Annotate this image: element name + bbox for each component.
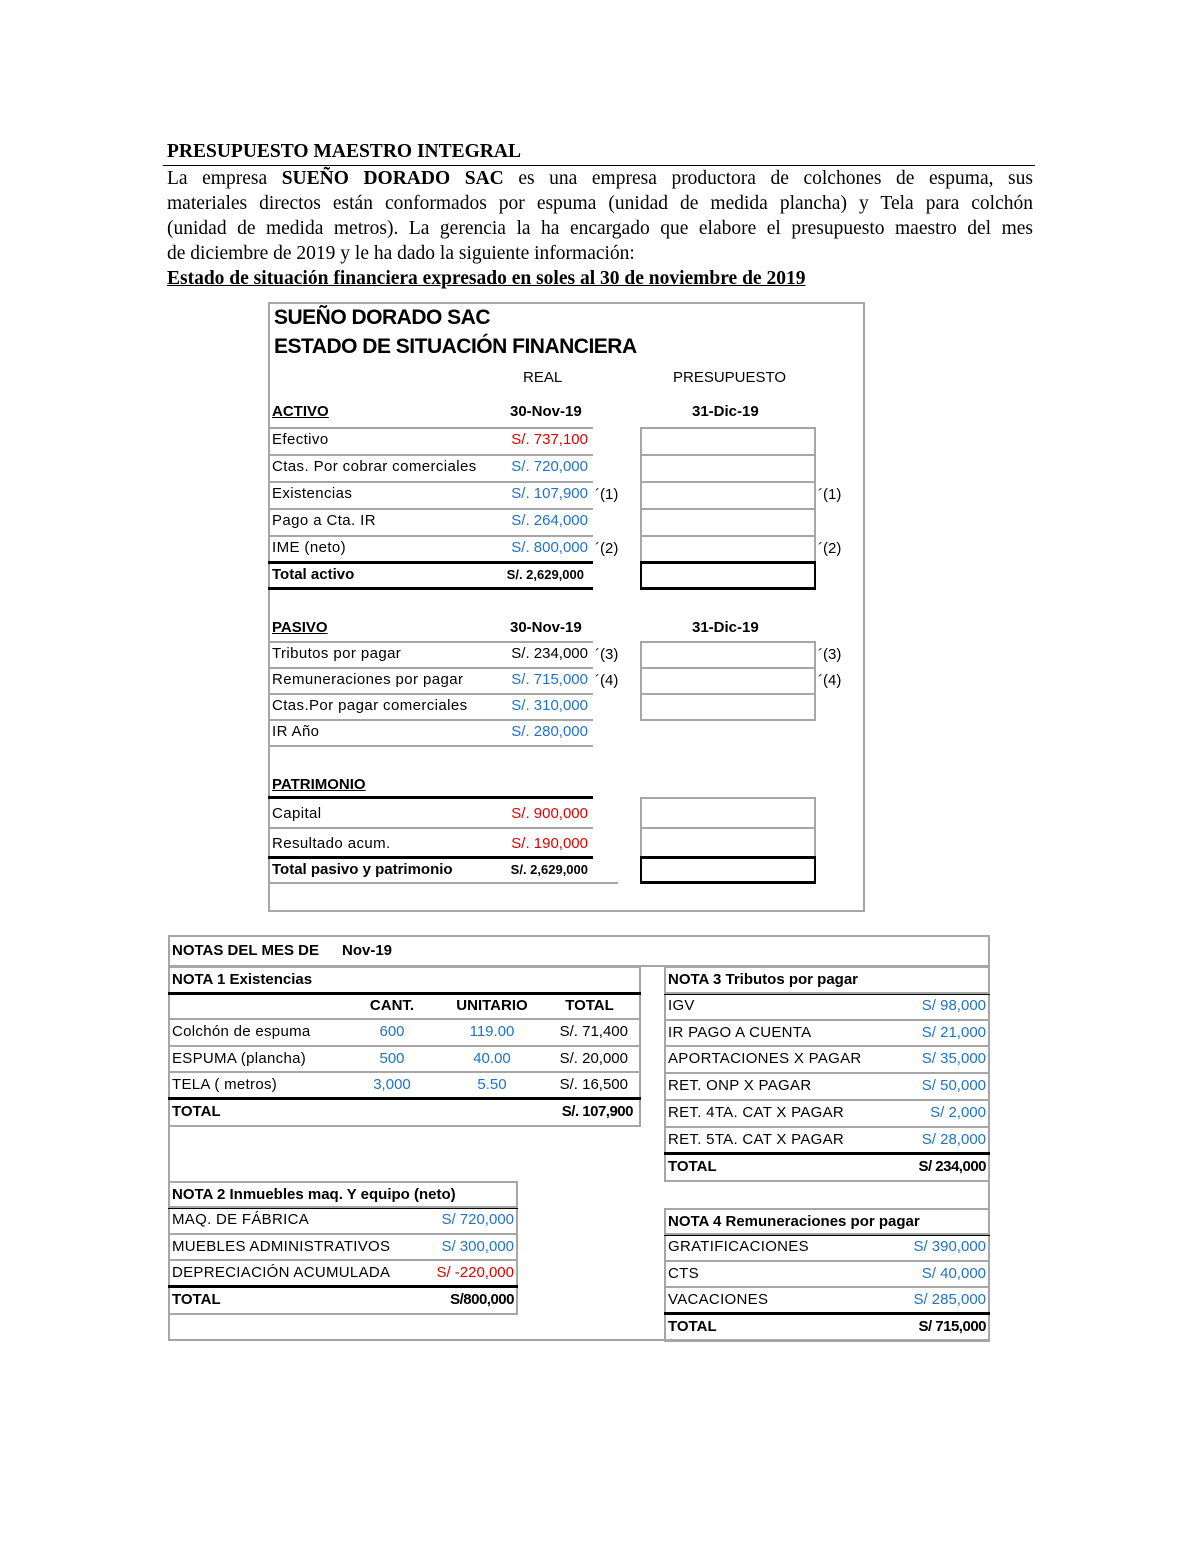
pasivo-heading: PASIVO <box>272 619 328 636</box>
activo-row-label: IME (neto) <box>272 539 347 556</box>
text: es una empresa productora de colchones de espuma, sus <box>503 168 1033 189</box>
patrimonio-heading: PATRIMONIO <box>272 776 366 793</box>
nota2-row-value: S/ -220,000 <box>436 1264 514 1282</box>
pasivo-row-label: Remuneraciones por pagar <box>272 671 464 688</box>
nota3-row-label: RET. 5TA. CAT X PAGAR <box>668 1130 845 1148</box>
activo-budget-input <box>640 508 816 537</box>
nota4-row-value: S/ 40,000 <box>921 1264 986 1282</box>
nota1-row-total: S/. 16,500 <box>559 1076 628 1093</box>
activo-row-value: S/. 800,000 <box>511 539 588 556</box>
nota2-total-label: TOTAL <box>172 1290 221 1308</box>
title-rule <box>163 165 1035 166</box>
pasivo-row-value: S/. 234,000 <box>511 645 588 662</box>
patrimonio-budget-input <box>640 827 816 859</box>
pasivo-row-label: Tributos por pagar <box>272 645 402 662</box>
nota4-row-label: VACACIONES <box>668 1291 769 1309</box>
activo-total-label: Total activo <box>272 566 355 583</box>
pasivo-date-real: 30-Nov-19 <box>510 619 582 636</box>
row-rule <box>268 882 618 884</box>
activo-total-budget <box>640 561 816 590</box>
paragraph-line-2: materiales directos están conformados por espuma (unidad de medida plancha) y Tela para colchón <box>167 193 1033 214</box>
nota1-row-total: S/. 20,000 <box>559 1049 628 1067</box>
pasivo-row-label: IR Año <box>272 723 320 740</box>
nota1-row-cant: 3,000 <box>373 1076 411 1093</box>
nota1-total-label: TOTAL <box>172 1102 221 1120</box>
total-pasivo-budget <box>640 856 816 884</box>
activo-budget-input <box>640 454 816 483</box>
nota3-row-label: APORTACIONES X PAGAR <box>668 1050 862 1068</box>
nota1-row-unitario: 5.50 <box>477 1076 507 1093</box>
activo-budget-input <box>640 535 816 564</box>
activo-row-label: Ctas. Por cobrar comerciales <box>272 458 477 475</box>
footnote-ref: ´(3) <box>595 646 619 663</box>
activo-row-value: S/. 720,000 <box>511 458 588 475</box>
pasivo-row-value: S/. 280,000 <box>511 723 588 740</box>
col-budget-header: PRESUPUESTO <box>673 369 787 386</box>
nota1-row-total: S/. 71,400 <box>559 1023 628 1040</box>
activo-heading: ACTIVO <box>272 403 329 420</box>
nota3-row-label: RET. ONP X PAGAR <box>668 1077 812 1095</box>
balance-statement-title: ESTADO DE SITUACIÓN FINANCIERA <box>274 335 637 358</box>
notes-header: NOTAS DEL MES DE <box>172 942 319 959</box>
footnote-ref: ´(2) <box>818 540 842 557</box>
nota3-total-label: TOTAL <box>668 1157 717 1175</box>
patrimonio-row-label: Resultado acum. <box>272 835 391 852</box>
nota3-total-value: S/ 234,000 <box>918 1157 986 1175</box>
nota1-row-label: TELA ( metros) <box>172 1076 278 1093</box>
company-name: SUEÑO DORADO SAC <box>281 168 504 189</box>
nota3-row-label: IGV <box>668 996 695 1014</box>
total-rule <box>268 587 593 590</box>
activo-row-label: Existencias <box>272 485 353 502</box>
nota2-row-label: MAQ. DE FÁBRICA <box>172 1211 310 1229</box>
pasivo-row-label: Ctas.Por pagar comerciales <box>272 697 468 714</box>
paragraph-line-4: de diciembre de 2019 y le ha dado la siguiente información: <box>167 243 635 264</box>
section-rule <box>268 796 593 799</box>
nota1-row-unitario: 119.00 <box>469 1023 515 1040</box>
pasivo-budget-input <box>640 693 816 721</box>
nota4-row-label: CTS <box>668 1264 699 1282</box>
paragraph-line-1 <box>167 168 1033 190</box>
nota3-row-label: RET. 4TA. CAT X PAGAR <box>668 1104 845 1121</box>
nota1-row-label: ESPUMA (plancha) <box>172 1049 307 1067</box>
activo-row-label: Pago a Cta. IR <box>272 512 376 529</box>
nota1-row-label: Colchón de espuma <box>172 1023 311 1040</box>
total-pasivo-value: S/. 2,629,000 <box>510 862 588 877</box>
activo-total-value: S/. 2,629,000 <box>506 567 584 582</box>
footnote-ref: ´(2) <box>595 540 619 557</box>
nota2-row-label: DEPRECIACIÓN ACUMULADA <box>172 1264 391 1282</box>
patrimonio-row-value: S/. 190,000 <box>511 835 588 852</box>
nota4-total-value: S/ 715,000 <box>918 1317 986 1335</box>
balance-company: SUEÑO DORADO SAC <box>274 306 491 329</box>
nota2-title: NOTA 2 Inmuebles maq. Y equipo (neto) <box>172 1186 456 1203</box>
activo-row-value: S/. 264,000 <box>511 512 588 529</box>
footnote-ref: ´(4) <box>595 672 619 689</box>
nota2-row-label: MUEBLES ADMINISTRATIVOS <box>172 1237 391 1255</box>
activo-row-value: S/. 107,900 <box>511 485 588 502</box>
nota4-title: NOTA 4 Remuneraciones por pagar <box>668 1213 920 1230</box>
nota1-row-cant: 500 <box>379 1049 405 1067</box>
pasivo-row-value: S/. 310,000 <box>511 697 588 714</box>
activo-date-budget: 31-Dic-19 <box>692 403 759 420</box>
section-subtitle: Estado de situación financiera expresado en soles al 30 de noviembre de 2019 <box>167 268 806 289</box>
footnote-ref: ´(3) <box>818 646 842 663</box>
nota3-row-value: S/ 2,000 <box>930 1104 986 1121</box>
nota2-row-value: S/ 720,000 <box>441 1211 514 1229</box>
pasivo-budget-input <box>640 641 816 669</box>
nota3-row-value: S/ 50,000 <box>921 1077 986 1095</box>
notes-month: Nov-19 <box>342 942 393 959</box>
patrimonio-budget-input <box>640 797 816 829</box>
activo-date-real: 30-Nov-19 <box>510 403 582 420</box>
nota3-row-value: S/ 98,000 <box>921 996 986 1014</box>
paragraph-line-3: (unidad de medida metros). La gerencia la ha encargado que elabore el presupuesto maestro del mes <box>167 218 1033 239</box>
activo-row-label: Efectivo <box>272 431 329 448</box>
nota1-total-value: S/. 107,900 <box>561 1102 633 1120</box>
nota3-row-value: S/ 35,000 <box>921 1050 986 1068</box>
footnote-ref: ´(1) <box>818 486 842 503</box>
col-header-unitario: UNITARIO <box>456 996 528 1014</box>
activo-budget-input <box>640 427 816 456</box>
row-rule <box>268 827 593 829</box>
footnote-ref: ´(4) <box>818 672 842 689</box>
nota2-row-value: S/ 300,000 <box>441 1237 514 1255</box>
footnote-ref: ´(1) <box>595 486 619 503</box>
col-header-cant: CANT. <box>369 996 415 1014</box>
activo-row-value: S/. 737,100 <box>511 431 588 448</box>
nota4-row-value: S/ 285,000 <box>913 1291 986 1309</box>
nota3-row-value: S/ 21,000 <box>921 1023 986 1041</box>
nota1-title: NOTA 1 Existencias <box>172 971 313 988</box>
nota3-row-value: S/ 28,000 <box>921 1130 986 1148</box>
col-real-header: REAL <box>523 369 563 386</box>
nota4-total-label: TOTAL <box>668 1317 717 1335</box>
nota1-row-cant: 600 <box>379 1023 405 1040</box>
text: La empresa <box>167 168 282 189</box>
col-header-total: TOTAL <box>565 996 614 1014</box>
patrimonio-row-label: Capital <box>272 805 322 822</box>
nota3-row-label: IR PAGO A CUENTA <box>668 1023 812 1041</box>
activo-budget-input <box>640 481 816 510</box>
pasivo-date-budget: 31-Dic-19 <box>692 619 759 636</box>
total-pasivo-label: Total pasivo y patrimonio <box>272 861 453 878</box>
nota4-row-label: GRATIFICACIONES <box>668 1238 809 1256</box>
row-rule <box>268 745 593 747</box>
nota1-row-unitario: 40.00 <box>473 1049 511 1067</box>
document-title: PRESUPUESTO MAESTRO INTEGRAL <box>167 141 521 162</box>
pasivo-budget-input <box>640 667 816 695</box>
nota3-title: NOTA 3 Tributos por pagar <box>668 971 859 988</box>
nota2-total-value: S/800,000 <box>450 1290 514 1308</box>
nota4-row-value: S/ 390,000 <box>913 1238 986 1256</box>
pasivo-row-value: S/. 715,000 <box>511 671 588 688</box>
patrimonio-row-value: S/. 900,000 <box>511 805 588 822</box>
